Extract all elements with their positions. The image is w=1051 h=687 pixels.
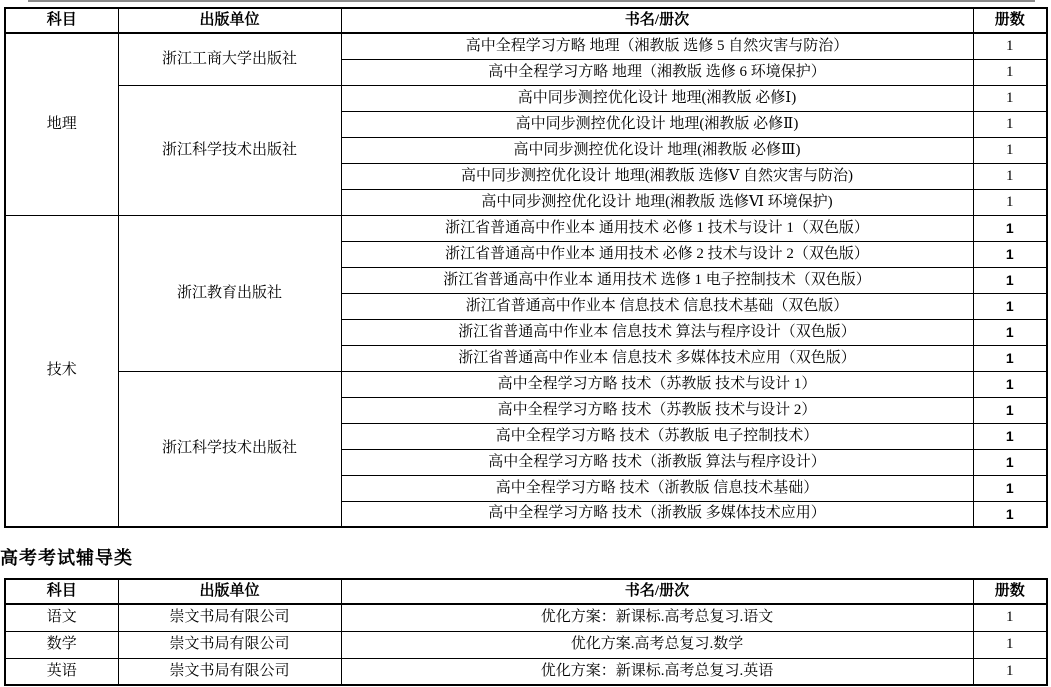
count-cell: 1 <box>973 241 1047 267</box>
table-header-row <box>5 8 1047 33</box>
textbook-table <box>4 7 1048 528</box>
count-cell: 1 <box>973 111 1047 137</box>
table-row <box>5 215 1047 241</box>
header-publisher: 出版单位 <box>118 8 341 33</box>
count-cell: 1 <box>973 658 1047 685</box>
table-row <box>5 85 1047 111</box>
count-cell: 1 <box>973 371 1047 397</box>
book-title-cell: 高中全程学习方略 技术（浙教版 信息技术基础） <box>341 475 973 501</box>
table-row <box>5 604 1047 631</box>
count-cell: 1 <box>973 163 1047 189</box>
count-cell: 1 <box>973 293 1047 319</box>
top-divider-line <box>28 0 1035 2</box>
book-title-cell: 高中全程学习方略 技术（苏教版 技术与设计 2） <box>341 397 973 423</box>
book-title-cell: 优化方案：新课标.高考总复习.语文 <box>341 604 973 631</box>
publisher-cell: 崇文书局有限公司 <box>118 604 341 631</box>
count-cell: 1 <box>973 449 1047 475</box>
count-cell: 1 <box>973 59 1047 85</box>
count-cell: 1 <box>973 604 1047 631</box>
table-row <box>5 33 1047 59</box>
book-title-cell: 高中全程学习方略 技术（苏教版 技术与设计 1） <box>341 371 973 397</box>
count-cell: 1 <box>973 33 1047 59</box>
header-book-title: 书名/册次 <box>341 8 973 33</box>
book-title-cell: 高中全程学习方略 地理（湘教版 选修 5 自然灾害与防治） <box>341 33 973 59</box>
section-heading-gaokao: 高考考试辅导类 <box>0 548 133 568</box>
count-cell: 1 <box>973 137 1047 163</box>
book-title-cell: 高中同步测控优化设计 地理(湘教版 必修Ⅱ) <box>341 111 973 137</box>
table-header-row <box>5 579 1047 604</box>
subject-geography: 地理 <box>5 33 118 215</box>
book-title-cell: 高中同步测控优化设计 地理(湘教版 选修Ⅴ 自然灾害与防治) <box>341 163 973 189</box>
subject-math: 数学 <box>5 631 118 658</box>
publisher-cell: 崇文书局有限公司 <box>118 631 341 658</box>
book-title-cell: 高中同步测控优化设计 地理(湘教版 必修Ⅰ) <box>341 85 973 111</box>
book-title-cell: 浙江省普通高中作业本 信息技术 多媒体技术应用（双色版） <box>341 345 973 371</box>
publisher-cell: 浙江教育出版社 <box>118 215 341 371</box>
table-row <box>5 371 1047 397</box>
book-title-cell: 高中全程学习方略 技术（苏教版 电子控制技术） <box>341 423 973 449</box>
count-cell: 1 <box>973 631 1047 658</box>
count-cell: 1 <box>973 397 1047 423</box>
count-cell: 1 <box>973 267 1047 293</box>
book-title-cell: 浙江省普通高中作业本 通用技术 选修 1 电子控制技术（双色版） <box>341 267 973 293</box>
publisher-cell: 浙江科学技术出版社 <box>118 85 341 215</box>
book-title-cell: 优化方案.高考总复习.数学 <box>341 631 973 658</box>
publisher-cell: 浙江科学技术出版社 <box>118 371 341 527</box>
count-cell: 1 <box>973 345 1047 371</box>
count-cell: 1 <box>973 501 1047 527</box>
count-cell: 1 <box>973 215 1047 241</box>
book-title-cell: 高中全程学习方略 地理（湘教版 选修 6 环境保护） <box>341 59 973 85</box>
book-title-cell: 高中全程学习方略 技术（浙教版 算法与程序设计） <box>341 449 973 475</box>
book-title-cell: 高中同步测控优化设计 地理(湘教版 必修Ⅲ) <box>341 137 973 163</box>
book-title-cell: 优化方案：新课标.高考总复习.英语 <box>341 658 973 685</box>
count-cell: 1 <box>973 189 1047 215</box>
count-cell: 1 <box>973 85 1047 111</box>
header-book-title: 书名/册次 <box>341 579 973 604</box>
count-cell: 1 <box>973 319 1047 345</box>
subject-chinese: 语文 <box>5 604 118 631</box>
subject-english: 英语 <box>5 658 118 685</box>
subject-technology: 技术 <box>5 215 118 527</box>
table-row <box>5 658 1047 685</box>
table-row <box>5 631 1047 658</box>
book-title-cell: 高中全程学习方略 技术（浙教版 多媒体技术应用） <box>341 501 973 527</box>
header-count: 册数 <box>973 579 1047 604</box>
header-publisher: 出版单位 <box>118 579 341 604</box>
book-title-cell: 浙江省普通高中作业本 信息技术 算法与程序设计（双色版） <box>341 319 973 345</box>
book-title-cell: 浙江省普通高中作业本 通用技术 必修 1 技术与设计 1（双色版） <box>341 215 973 241</box>
book-title-cell: 高中同步测控优化设计 地理(湘教版 选修Ⅵ 环境保护) <box>341 189 973 215</box>
header-subject: 科目 <box>5 8 118 33</box>
count-cell: 1 <box>973 423 1047 449</box>
publisher-cell: 崇文书局有限公司 <box>118 658 341 685</box>
publisher-cell: 浙江工商大学出版社 <box>118 33 341 85</box>
book-title-cell: 浙江省普通高中作业本 信息技术 信息技术基础（双色版） <box>341 293 973 319</box>
count-cell: 1 <box>973 475 1047 501</box>
book-title-cell: 浙江省普通高中作业本 通用技术 必修 2 技术与设计 2（双色版） <box>341 241 973 267</box>
header-count: 册数 <box>973 8 1047 33</box>
header-subject: 科目 <box>5 579 118 604</box>
gaokao-prep-table <box>4 578 1048 686</box>
